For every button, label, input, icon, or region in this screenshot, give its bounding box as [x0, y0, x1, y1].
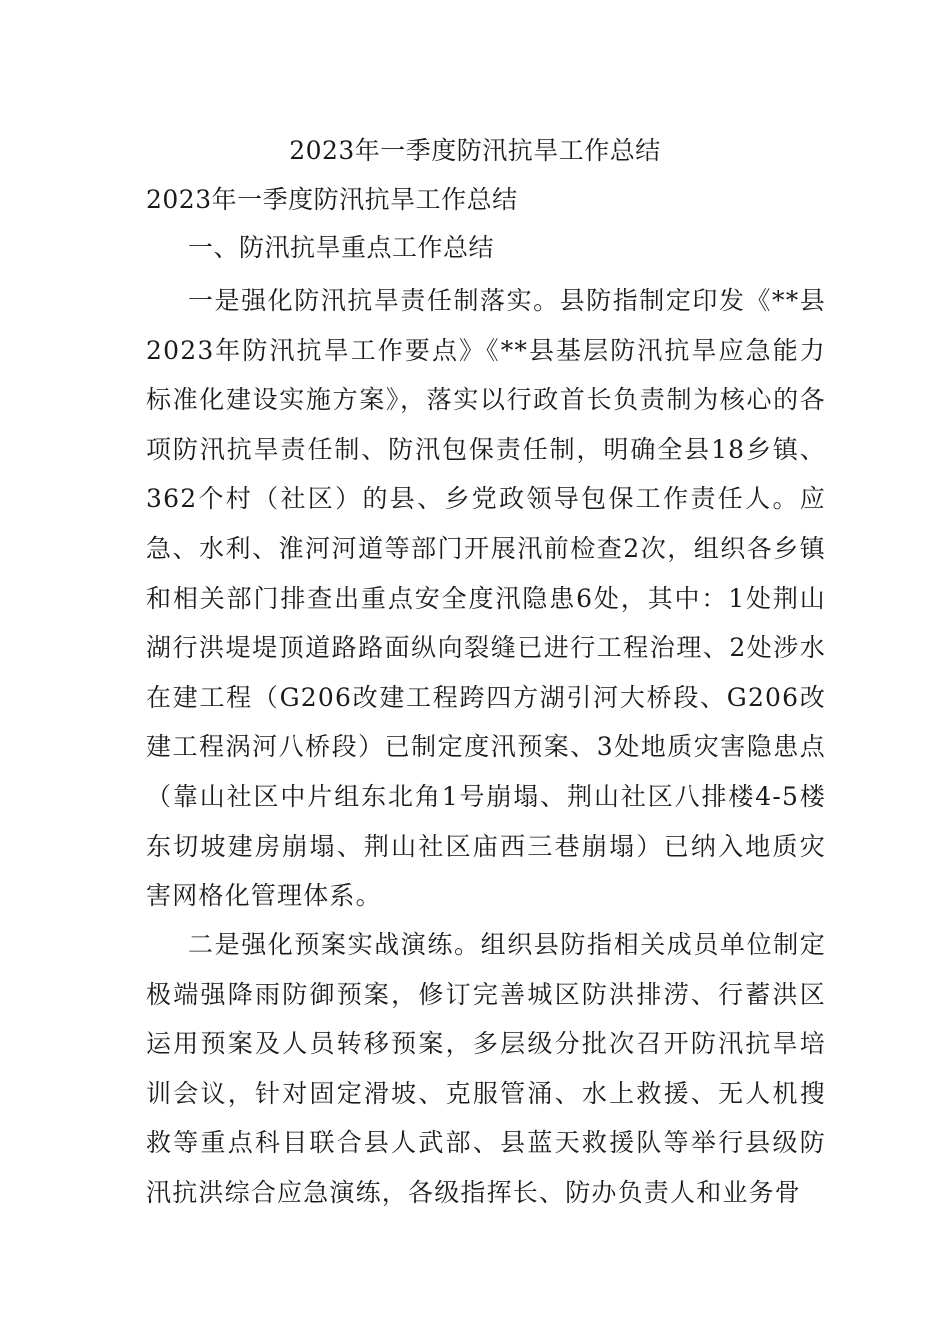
section-heading: 一、防汛抗旱重点工作总结: [188, 233, 495, 262]
document-title: 2023年一季度防汛抗旱工作总结: [289, 136, 661, 165]
paragraph-drills: 二是强化预案实战演练。组织县防指相关成员单位制定极端强降雨防御预案，修订完善城区防洪排涝、行蓄洪区运用预案及人员转移预案，多层级分批次召开防汛抗旱培训会议，针对固定滑坡、克服管涌、水上救援、无人机搜救等重点科目联合县人武部、县蓝天救援队等举行县级防汛抗洪综合应急演练，各级指挥长、防办负责人和业务骨: [146, 930, 826, 1207]
paragraph-responsibility: 一是强化防汛抗旱责任制落实。县防指制定印发《**县2023年防汛抗旱工作要点》《**县基层防汛抗旱应急能力标准化建设实施方案》，落实以行政首长负责制为核心的各项防汛抗旱责任制、防汛包保责任制，明确全县18乡镇、362个村（社区）的县、乡党政领导包保工作责任人。应急、水利、淮河河道等部门开展汛前检查2次，组织各乡镇和相关部门排查出重点安全度汛隐患6处，其中：1处荆山湖行洪堤堤顶道路路面纵向裂缝已进行工程治理、2处涉水在建工程（G206改建工程跨四方湖引河大桥段、G206改建工程涡河八桥段）已制定度汛预案、3处地质灾害隐患点（靠山社区中片组东北角1号崩塌、荆山社区八排楼4-5楼东切坡建房崩塌、荆山社区庙西三巷崩塌）已纳入地质灾害网格化管理体系。: [146, 286, 826, 911]
document-subtitle: 2023年一季度防汛抗旱工作总结: [146, 185, 518, 214]
